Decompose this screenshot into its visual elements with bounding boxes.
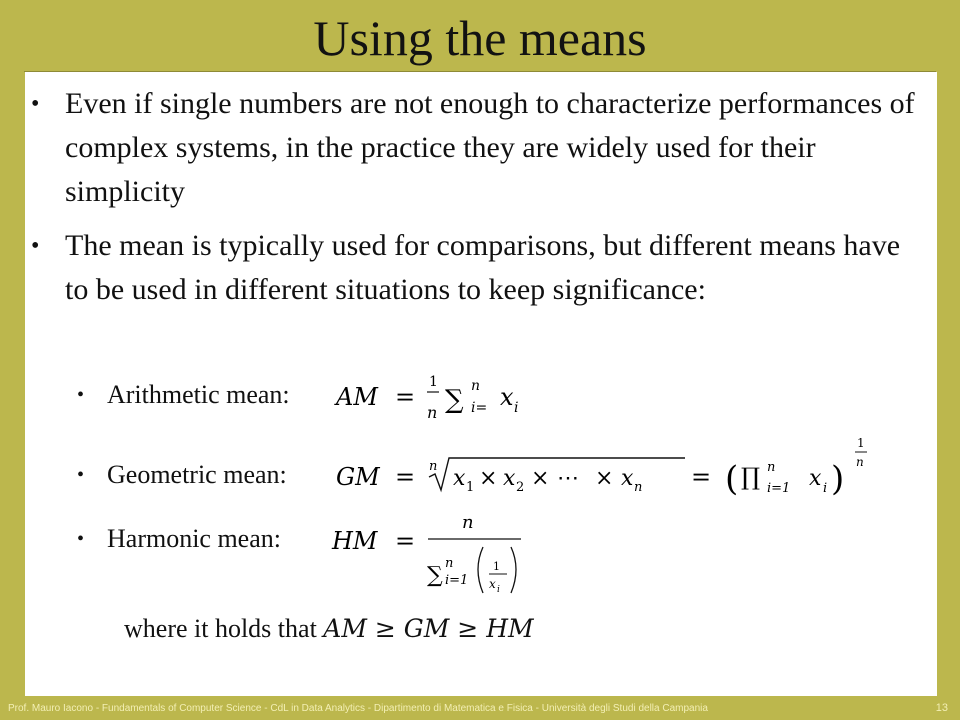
svg-text:∑: ∑ <box>445 385 464 415</box>
svg-text:n: n <box>445 556 454 571</box>
svg-text:n: n <box>856 455 864 469</box>
svg-text:x: x <box>489 577 496 591</box>
arithmetic-mean-label: Arithmetic mean: <box>107 380 290 409</box>
svg-text:x: x <box>621 466 634 491</box>
svg-text:∏: ∏ <box>741 463 761 491</box>
slide-title: Using the means <box>313 10 647 66</box>
svg-text:i: i <box>823 481 828 496</box>
svg-text:=: = <box>395 383 416 411</box>
svg-text:=: = <box>395 527 416 555</box>
svg-text:×: × <box>595 466 614 491</box>
page-number: 13 <box>935 702 948 714</box>
svg-text:GM: GM <box>336 463 380 491</box>
svg-text:⋯: ⋯ <box>557 466 579 491</box>
svg-text:=: = <box>691 463 712 491</box>
svg-text:=: = <box>395 463 416 491</box>
geometric-mean-formula <box>336 436 867 499</box>
svg-text:x: x <box>500 383 514 411</box>
svg-text:n: n <box>429 459 438 474</box>
svg-text:2: 2 <box>516 480 525 495</box>
svg-text:n: n <box>427 403 438 422</box>
svg-text:i: i <box>514 400 519 416</box>
svg-text:i: i <box>497 585 500 595</box>
svg-text:(: ( <box>725 459 739 499</box>
svg-text:i=1: i=1 <box>445 573 469 588</box>
arithmetic-mean-formula <box>334 374 518 422</box>
svg-text:n: n <box>462 512 474 533</box>
svg-text:1: 1 <box>493 560 500 573</box>
bullet-dot: • <box>31 91 40 117</box>
svg-text:n: n <box>471 378 481 394</box>
svg-text:HM: HM <box>332 527 378 555</box>
content-panel <box>25 72 937 696</box>
svg-text:x: x <box>503 466 516 491</box>
inequality-formula: AM ≥ GM ≥ HM <box>323 614 534 643</box>
svg-text:i=: i= <box>471 400 488 416</box>
svg-text:n: n <box>767 460 776 475</box>
svg-text:×: × <box>479 466 498 491</box>
conclusion-text: where it holds that <box>124 614 324 643</box>
bullet-dot: • <box>77 464 85 486</box>
harmonic-mean-formula <box>331 512 521 595</box>
bullet-1-text: Even if single numbers are not enough to characterize performances of complex systems, in the practice they are widely used for their simplicity <box>65 87 915 208</box>
geometric-mean-label: Geometric mean: <box>107 460 287 489</box>
bullet-dot: • <box>77 384 85 406</box>
bullet-2-text: The mean is typically used for comparisons, but different means have to be used in different situations to keep significance: <box>65 229 901 306</box>
harmonic-mean-label: Harmonic mean: <box>107 524 281 553</box>
bullet-dot: • <box>77 528 85 550</box>
svg-text:AM: AM <box>336 383 378 411</box>
svg-text:1: 1 <box>857 436 865 450</box>
footer-text: Prof. Mauro Iacono - Fundamentals of Computer Science - CdL in Data Analytics - Dipartimento di Matematica e Fisica - Università degli Studi della Campania <box>8 703 708 714</box>
svg-text:n: n <box>634 480 643 495</box>
svg-text:x: x <box>809 466 822 491</box>
svg-text:i=1: i=1 <box>767 481 791 496</box>
svg-text:∑: ∑ <box>427 563 443 588</box>
svg-text:×: × <box>531 466 550 491</box>
svg-text:1: 1 <box>429 374 438 390</box>
svg-text:): ) <box>831 459 845 499</box>
svg-text:x: x <box>453 466 466 491</box>
svg-text:1: 1 <box>466 480 475 495</box>
bullet-dot: • <box>31 233 40 259</box>
formula-layer <box>25 72 937 696</box>
